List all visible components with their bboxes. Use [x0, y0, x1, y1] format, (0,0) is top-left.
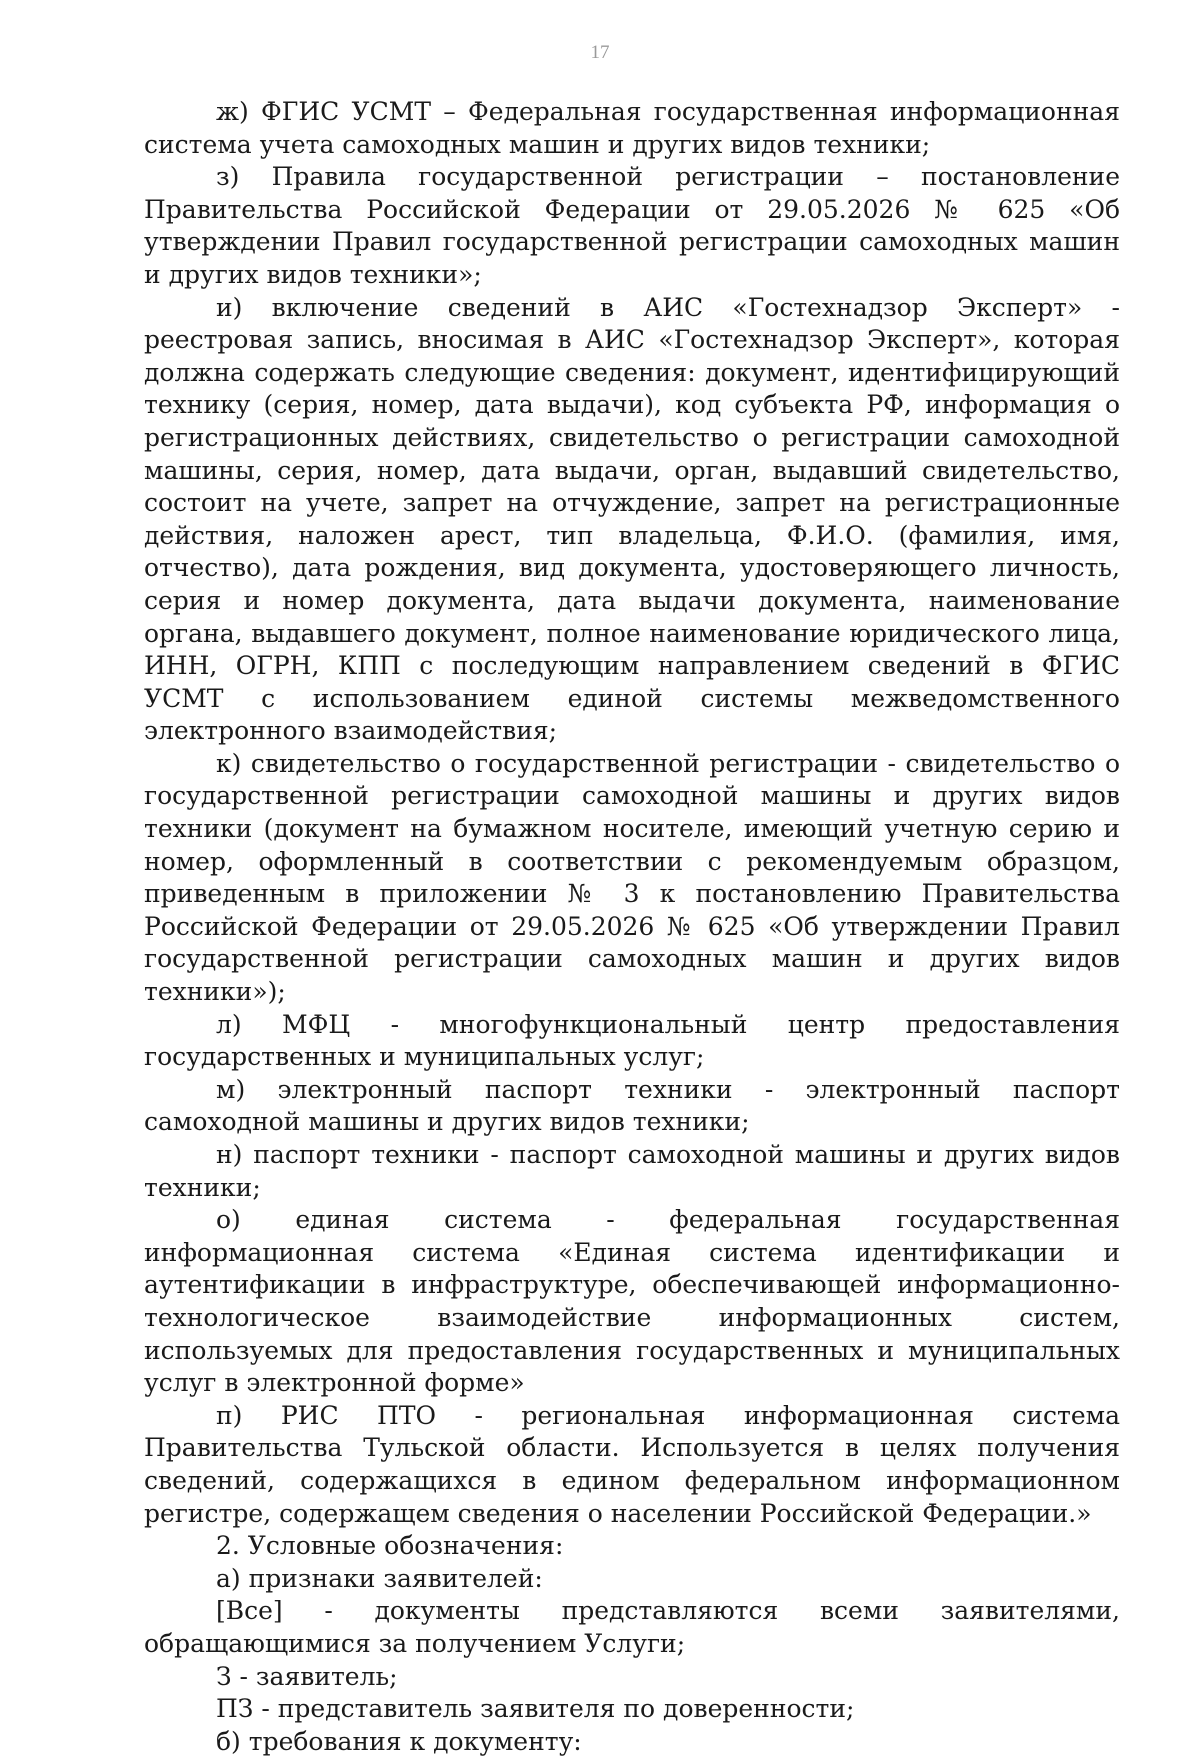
definition-z-registration-rules: з) Правила государственной регистрации – постановление Правительства Российской Федерации от 29.05.2026 № 625 «Об утверждении Правил государственной регистрации самоходных машин и других видов техники»; — [144, 162, 1120, 289]
notation-applicant: З - заявитель; — [216, 1661, 398, 1691]
notation-all-applicants: [Все] - документы представляются всеми заявителями, обращающимися за получением Услуги; — [144, 1596, 1120, 1658]
definition-l-mfc: л) МФЦ - многофункциональный центр предоставления государственных и муниципальных услуг; — [144, 1009, 1120, 1072]
document-body — [144, 96, 1120, 1758]
definition-k-registration-certificate: к) свидетельство о государственной регистрации - свидетельство о государственной регистрации самоходной машины и других видов техники (документ на бумажном носителе, имеющий учетную серию и номер, оформленный в соответствии с рекомендуемым образцом, приведенным в приложении № 3 к постановлению Правительства Российской Федерации от 29.05.2026 № 625 «Об утверждении Правил государственной регистрации самоходных машин и других видов техники»); — [144, 748, 1120, 1007]
definition-i-ais-record: и) включение сведений в АИС «Гостехнадзор Эксперт» - реестровая запись, вносимая в АИС «Гостехнадзор Эксперт», которая должна содержать следующие сведения: документ, идентифицирующий технику (серия, номер, дата выдачи), код субъекта РФ, информация о регистрационных действиях, свидетельство о регистрации самоходной машины, серия, номер, дата выдачи, орган, выдавший свидетельство, состоит на учете, запрет на отчуждение, запрет на регистрационные действия, наложен арест, тип владельца, Ф.И.О. (фамилия, имя, отчество), дата рождения, вид документа, удостоверяющего личность, серия и номер документа, дата выдачи документа, наименование органа, выдавшего документ, полное наименование юридического лица, ИНН, ОГРН, КПП с последующим направлением сведений в ФГИС УСМТ с использованием единой системы межведомственного электронного взаимодействия; — [144, 292, 1120, 746]
definition-p-ris-pto: п) РИС ПТО - региональная информационная система Правительства Тульской области. Используется в целях получения сведений, содержащихся в едином федеральном информационном регистре, содержащем сведения о населении Российской Федерации.» — [144, 1400, 1120, 1528]
section-heading-notation: 2. Условные обозначения: — [216, 1531, 564, 1561]
notation-representative: ПЗ - представитель заявителя по доверенности; — [216, 1694, 855, 1724]
subsection-applicant-signs: а) признаки заявителей: — [216, 1563, 543, 1593]
definition-o-unified-system: о) единая система - федеральная государственная информационная система «Единая система идентификации и аутентификации в инфраструктуре, обеспечивающей информационно-технологическое взаимодействие информационных систем, используемых для предоставления государственных и муниципальных услуг в электронной форме» — [144, 1205, 1120, 1398]
definition-m-electronic-passport: м) электронный паспорт техники - электронный паспорт самоходной машины и других видов техники; — [144, 1074, 1120, 1137]
page-number: 17 — [590, 42, 610, 63]
definition-n-passport: н) паспорт техники - паспорт самоходной машины и других видов техники; — [144, 1140, 1120, 1202]
definition-zh-fgis-usmt: ж) ФГИС УСМТ – Федеральная государственная информационная система учета самоходных машин и других видов техники; — [144, 97, 1120, 159]
subsection-document-requirements: б) требования к документу: — [216, 1726, 582, 1756]
